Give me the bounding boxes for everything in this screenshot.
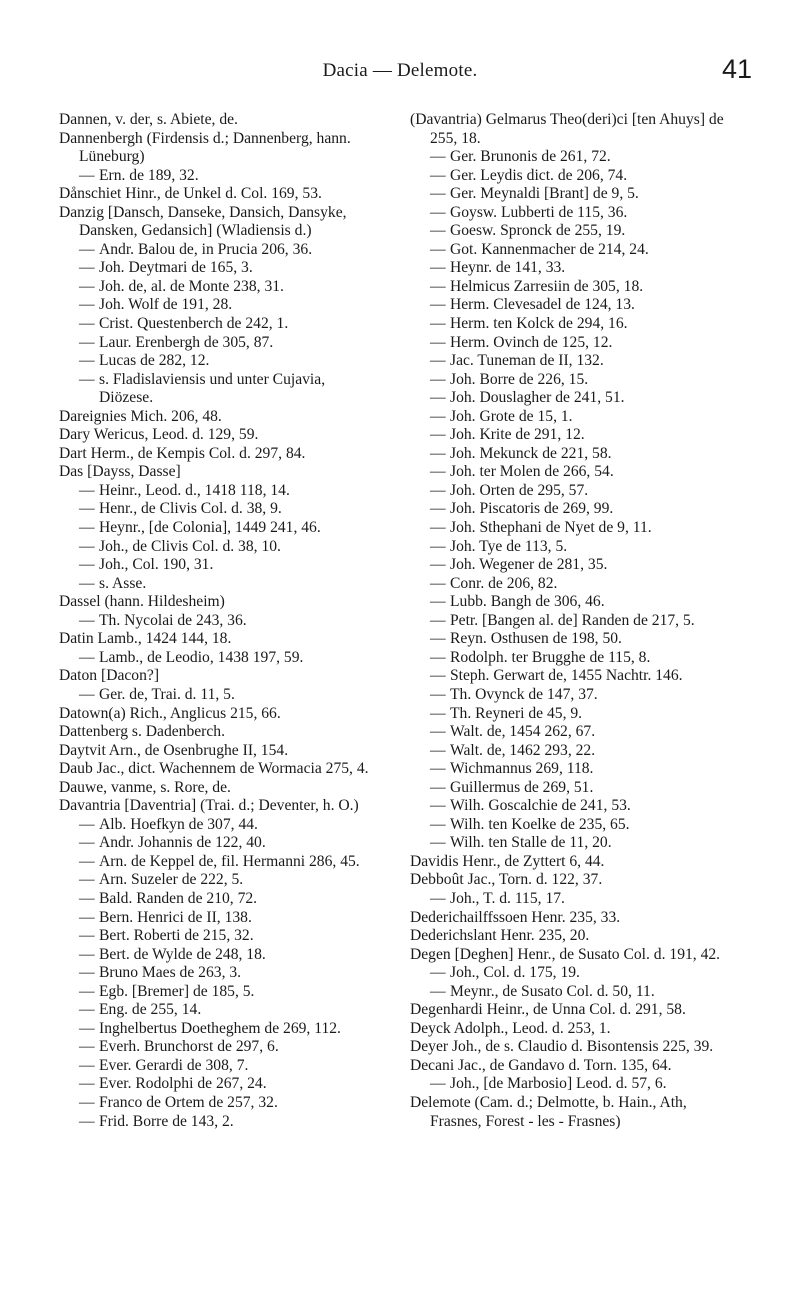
index-entry [59,705,381,724]
index-subentry [410,890,740,909]
index-entry [410,871,740,890]
subentry-dash [430,259,450,278]
entry-text: Egb. [Bremer] de 185, 5. [99,982,255,1000]
subentry-dash [430,148,450,167]
index-entry [410,927,740,946]
subentry-dash [79,686,99,705]
index-subentry [410,649,740,668]
subentry-dash [79,519,99,538]
index-subentry [59,612,381,631]
entry-text: Deyer Joh., de s. Claudio d. Bisontensis 225, 39. [410,1038,714,1056]
index-subentry [410,779,740,798]
index-subentry [59,556,381,575]
entry-text: Dareignies Mich. 206, 48. [59,407,222,425]
entry-text: Henr., de Clivis Col. d. 38, 9. [99,500,282,518]
subentry-dash [79,649,99,668]
entry-text: Danzig [Dansch, Danseke, Dansich, Dansyke, Dansken, Gedansich] (Wladiensis d.) [59,203,347,240]
index-entry [59,593,381,612]
entry-text: Ever. Gerardi de 308, 7. [99,1056,249,1074]
entry-text: Joh. Piscatoris de 269, 99. [450,500,614,518]
subentry-dash [430,334,450,353]
index-entry [59,463,381,482]
entry-text: Bald. Randen de 210, 72. [99,889,258,907]
index-entry [59,797,381,816]
index-subentry [410,500,740,519]
entry-text: Dannen, v. der, s. Abiete, de. [59,111,238,128]
index-subentry [59,964,381,983]
subentry-dash [430,538,450,557]
subentry-dash [430,241,450,260]
index-subentry [59,1001,381,1020]
subentry-dash [79,1020,99,1039]
entry-text: Th. Reyneri de 45, 9. [450,704,583,722]
entry-text: Joh. Krite de 291, 12. [450,426,585,444]
subentry-dash [79,538,99,557]
entry-text: Dauwe, vanme, s. Rore, de. [59,778,231,796]
index-entry [59,667,381,686]
index-entry [410,1038,740,1057]
entry-text: Got. Kannenmacher de 214, 24. [450,240,649,258]
page-header [0,54,800,94]
index-subentry [59,853,381,872]
subentry-dash [430,816,450,835]
subentry-dash [79,612,99,631]
entry-text: Helmicus Zarresiin de 305, 18. [450,277,644,295]
subentry-dash [430,686,450,705]
entry-text: Ever. Rodolphi de 267, 24. [99,1075,267,1093]
entry-text: Wilh. ten Stalle de 11, 20. [450,834,612,852]
subentry-dash [430,167,450,186]
entry-text: Deyck Adolph., Leod. d. 253, 1. [410,1019,611,1037]
page-number: 41 [721,54,752,84]
index-subentry [410,241,740,260]
index-subentry [59,241,381,260]
subentry-dash [79,575,99,594]
index-subentry [410,575,740,594]
index-subentry [59,278,381,297]
subentry-dash [430,204,450,223]
subentry-dash [430,983,450,1002]
entry-text: Degen [Deghen] Henr., de Susato Col. d. 191, 42. [410,945,721,963]
index-entry [410,909,740,928]
index-subentry [59,946,381,965]
entry-text: Conr. de 206, 82. [450,574,558,592]
index-entry [59,779,381,798]
subentry-dash [79,1094,99,1113]
entry-text: Laur. Erenbergh de 305, 87. [99,333,274,351]
index-subentry [410,278,740,297]
entry-text: Everh. Brunchorst de 297, 6. [99,1038,279,1056]
entry-text: Dederichslant Henr. 235, 20. [410,927,590,945]
index-subentry [59,352,381,371]
index-entry [59,185,381,204]
subentry-dash [430,408,450,427]
entry-text: Lucas de 282, 12. [99,352,210,370]
entry-text: Joh., Col. 190, 31. [99,556,214,574]
index-subentry [59,649,381,668]
index-subentry [410,612,740,631]
entry-text: Th. Ovynck de 147, 37. [450,685,598,703]
index-entry [59,445,381,464]
index-subentry [59,259,381,278]
subentry-dash [430,612,450,631]
index-subentry [410,834,740,853]
subentry-dash [430,779,450,798]
index-entry [59,111,381,130]
entry-text: Joh., de Clivis Col. d. 38, 10. [99,537,281,555]
subentry-dash [430,389,450,408]
subentry-dash [79,334,99,353]
index-entry [59,426,381,445]
entry-text: Dånschiet Hinr., de Unkel d. Col. 169, 53. [59,185,322,203]
index-entry [410,853,740,872]
index-entry [59,130,381,167]
entry-text: Goesw. Spronck de 255, 19. [450,222,626,240]
subentry-dash [79,1001,99,1020]
index-entry [410,946,740,965]
entry-text: Herm. Clevesadel de 124, 13. [450,296,635,314]
subentry-dash [79,482,99,501]
index-subentry [59,538,381,557]
entry-text: s. Fladislaviensis und unter Cujavia, Diözese. [99,370,326,407]
index-subentry [410,742,740,761]
index-subentry [59,519,381,538]
entry-text: Dattenberg s. Dadenberch. [59,723,225,741]
index-subentry [410,519,740,538]
subentry-dash [79,259,99,278]
entry-text: Joh. Borre de 226, 15. [450,370,589,388]
entry-text: Reyn. Osthusen de 198, 50. [450,630,622,648]
entry-text: Walt. de, 1454 262, 67. [450,723,596,741]
subentry-dash [79,890,99,909]
subentry-dash [79,909,99,928]
index-subentry [59,909,381,928]
entry-text: Joh., [de Marbosio] Leod. d. 57, 6. [450,1075,667,1093]
index-subentry [410,371,740,390]
index-subentry [410,667,740,686]
index-entry [59,204,381,241]
entry-text: Walt. de, 1462 293, 22. [450,741,596,759]
entry-text: Bruno Maes de 263, 3. [99,964,242,982]
index-subentry [59,500,381,519]
entry-text: Lubb. Bangh de 306, 46. [450,593,605,611]
subentry-dash [430,1075,450,1094]
subentry-dash [430,500,450,519]
running-title: Dacia — Delemote. [322,60,478,81]
entry-text: Eng. de 255, 14. [99,1001,202,1019]
entry-text: Dederichailffssoen Henr. 235, 33. [410,908,621,926]
entry-text: s. Asse. [99,574,147,592]
subentry-dash [430,630,450,649]
subentry-dash [430,890,450,909]
subentry-dash [430,705,450,724]
index-subentry [410,556,740,575]
subentry-dash [430,426,450,445]
subentry-dash [79,167,99,186]
entry-text: Crist. Questenberch de 242, 1. [99,315,289,333]
subentry-dash [79,871,99,890]
subentry-dash [430,742,450,761]
index-subentry [59,871,381,890]
entry-text: Ern. de 189, 32. [99,166,199,184]
entry-text: Datin Lamb., 1424 144, 18. [59,630,232,648]
entry-text: Heinr., Leod. d., 1418 118, 14. [99,481,290,499]
subentry-dash [430,667,450,686]
index-subentry [59,1020,381,1039]
index-subentry [59,1094,381,1113]
entry-text: Joh. Douslagher de 241, 51. [450,389,625,407]
index-subentry [59,890,381,909]
entry-text: Joh. ter Molen de 266, 54. [450,463,614,481]
entry-text: Joh. Mekunck de 221, 58. [450,444,612,462]
index-subentry [410,426,740,445]
index-subentry [59,1113,381,1132]
entry-text: Dannenbergh (Firdensis d.; Dannenberg, hann. Lüneburg) [59,129,351,166]
entry-text: Joh. Wolf de 191, 28. [99,296,233,314]
index-entry [410,1057,740,1076]
entry-text: Alb. Hoefkyn de 307, 44. [99,815,258,833]
index-subentry [410,816,740,835]
index-subentry [410,148,740,167]
index-subentry [59,371,381,408]
index-subentry [410,204,740,223]
subentry-dash [430,723,450,742]
entry-text: Lamb., de Leodio, 1438 197, 59. [99,648,304,666]
entry-text: Steph. Gerwart de, 1455 Nachtr. 146. [450,667,683,685]
subentry-dash [79,964,99,983]
entry-text: Andr. Johannis de 122, 40. [99,834,266,852]
subentry-dash [430,649,450,668]
entry-text: Wichmannus 269, 118. [450,760,594,778]
subentry-dash [79,556,99,575]
subentry-dash [79,1075,99,1094]
index-entry [410,111,740,148]
entry-text: Jac. Tuneman de II, 132. [450,352,604,370]
entry-text: Petr. [Bangen al. de] Randen de 217, 5. [450,611,695,629]
index-entry [410,1020,740,1039]
subentry-dash [79,278,99,297]
entry-text: Frid. Borre de 143, 2. [99,1112,234,1130]
index-subentry [410,482,740,501]
index-subentry [410,185,740,204]
subentry-dash [79,834,99,853]
index-subentry [59,816,381,835]
subentry-dash [79,352,99,371]
entry-text: Dart Herm., de Kempis Col. d. 297, 84. [59,444,306,462]
subentry-dash [79,927,99,946]
entry-text: Bert. Roberti de 215, 32. [99,927,254,945]
subentry-dash [430,593,450,612]
subentry-dash [430,278,450,297]
entry-text: Heynr., [de Colonia], 1449 241, 46. [99,519,321,537]
subentry-dash [79,241,99,260]
entry-text: Rodolph. ter Brugghe de 115, 8. [450,648,651,666]
index-subentry [410,760,740,779]
subentry-dash [430,760,450,779]
index-subentry [410,686,740,705]
entry-text: Inghelbertus Doetheghem de 269, 112. [99,1019,341,1037]
index-subentry [410,723,740,742]
index-subentry [410,463,740,482]
subentry-dash [430,556,450,575]
index-subentry [410,408,740,427]
entry-text: Arn. de Keppel de, fil. Hermanni 286, 45. [99,852,360,870]
right-column [410,111,740,1131]
entry-text: Joh. Wegener de 281, 35. [450,556,608,574]
subentry-dash [430,371,450,390]
subentry-dash [79,371,99,390]
subentry-dash [430,834,450,853]
entry-text: Joh. Sthephani de Nyet de 9, 11. [450,519,652,537]
subentry-dash [430,519,450,538]
subentry-dash [430,797,450,816]
index-subentry [59,296,381,315]
entry-text: Davantria [Daventria] (Trai. d.; Deventer, h. O.) [59,797,359,815]
subentry-dash [430,482,450,501]
entry-text: Herm. ten Kolck de 294, 16. [450,315,628,333]
subentry-dash [79,1113,99,1132]
index-entry [59,723,381,742]
index-subentry [410,964,740,983]
index-entry [410,1094,740,1131]
index-entry [59,408,381,427]
index-subentry [59,1038,381,1057]
index-subentry [410,222,740,241]
entry-text: Joh., T. d. 115, 17. [450,889,565,907]
subentry-dash [430,185,450,204]
index-subentry [59,983,381,1002]
entry-text: Joh. Orten de 295, 57. [450,481,589,499]
entry-text: Franco de Ortem de 257, 32. [99,1093,278,1111]
entry-text: Datown(a) Rich., Anglicus 215, 66. [59,704,281,722]
subentry-dash [430,445,450,464]
subentry-dash [430,352,450,371]
entry-text: Das [Dayss, Dasse] [59,463,181,481]
subentry-dash [430,575,450,594]
entry-text: Daytvit Arn., de Osenbrughe II, 154. [59,741,289,759]
entry-text: Daton [Dacon?] [59,667,160,685]
entry-text: Decani Jac., de Gandavo d. Torn. 135, 64. [410,1056,672,1074]
subentry-dash [430,296,450,315]
index-entry [59,630,381,649]
index-entry [410,1001,740,1020]
entry-text: Debboût Jac., Torn. d. 122, 37. [410,871,603,889]
index-subentry [410,797,740,816]
entry-text: Degenhardi Heinr., de Unna Col. d. 291, 58. [410,1001,686,1019]
subentry-dash [79,315,99,334]
index-subentry [59,1057,381,1076]
subentry-dash [79,500,99,519]
subentry-dash [430,463,450,482]
index-subentry [410,538,740,557]
entry-text: Dary Wericus, Leod. d. 129, 59. [59,426,259,444]
entry-text: Herm. Ovinch de 125, 12. [450,333,613,351]
subentry-dash [430,315,450,334]
entry-text: Joh. de, al. de Monte 238, 31. [99,277,284,295]
entry-text: Wilh. ten Koelke de 235, 65. [450,815,630,833]
entry-text: Goysw. Lubberti de 115, 36. [450,203,628,221]
index-subentry [59,334,381,353]
subentry-dash [79,816,99,835]
entry-text: Ger. Brunonis de 261, 72. [450,148,611,166]
entry-text: Joh. Tye de 113, 5. [450,537,568,555]
entry-text: Andr. Balou de, in Prucia 206, 36. [99,240,313,258]
subentry-dash [430,222,450,241]
subentry-dash [79,946,99,965]
index-subentry [410,167,740,186]
entry-text: Dassel (hann. Hildesheim) [59,593,225,611]
entry-text: Heynr. de 141, 33. [450,259,566,277]
index-subentry [410,352,740,371]
index-subentry [410,315,740,334]
entry-text: Joh., Col. d. 175, 19. [450,964,580,982]
entry-text: Davidis Henr., de Zyttert 6, 44. [410,852,605,870]
entry-text: Daub Jac., dict. Wachennem de Wormacia 275, 4. [59,760,369,778]
index-subentry [59,927,381,946]
entry-text: Wilh. Goscalchie de 241, 53. [450,797,631,815]
entry-text: Joh. Grote de 15, 1. [450,407,573,425]
entry-text: Bern. Henrici de II, 138. [99,908,252,926]
entry-text: Guillermus de 269, 51. [450,778,594,796]
index-subentry [59,482,381,501]
subentry-dash [430,964,450,983]
subentry-dash [79,1038,99,1057]
index-subentry [410,389,740,408]
index-subentry [410,259,740,278]
subentry-dash [79,983,99,1002]
index-subentry [410,445,740,464]
index-subentry [410,1075,740,1094]
index-subentry [59,834,381,853]
index-subentry [410,705,740,724]
index-entry [59,760,381,779]
entry-text: Ger. Leydis dict. de 206, 74. [450,166,628,184]
subentry-dash [79,853,99,872]
entry-text: Bert. de Wylde de 248, 18. [99,945,266,963]
index-subentry [59,686,381,705]
index-subentry [59,315,381,334]
index-entry [59,742,381,761]
index-subentry [410,296,740,315]
left-column [59,111,381,1131]
subentry-dash [79,1057,99,1076]
subentry-dash [79,296,99,315]
index-subentry [410,593,740,612]
entry-text: Delemote (Cam. d.; Delmotte, b. Hain., Ath, Frasnes, Forest - les - Frasnes) [410,1093,687,1130]
entry-text: Th. Nycolai de 243, 36. [99,611,247,629]
entry-text: Joh. Deytmari de 165, 3. [99,259,253,277]
entry-text: (Davantria) Gelmarus Theo(deri)ci [ten Ahuys] de 255, 18. [410,111,724,147]
index-subentry [59,167,381,186]
entry-text: Meynr., de Susato Col. d. 50, 11. [450,982,655,1000]
index-subentry [59,1075,381,1094]
entry-text: Ger. Meynaldi [Brant] de 9, 5. [450,185,639,203]
index-subentry [59,575,381,594]
index-subentry [410,334,740,353]
index-subentry [410,630,740,649]
index-subentry [410,983,740,1002]
entry-text: Arn. Suzeler de 222, 5. [99,871,244,889]
entry-text: Ger. de, Trai. d. 11, 5. [99,685,235,703]
